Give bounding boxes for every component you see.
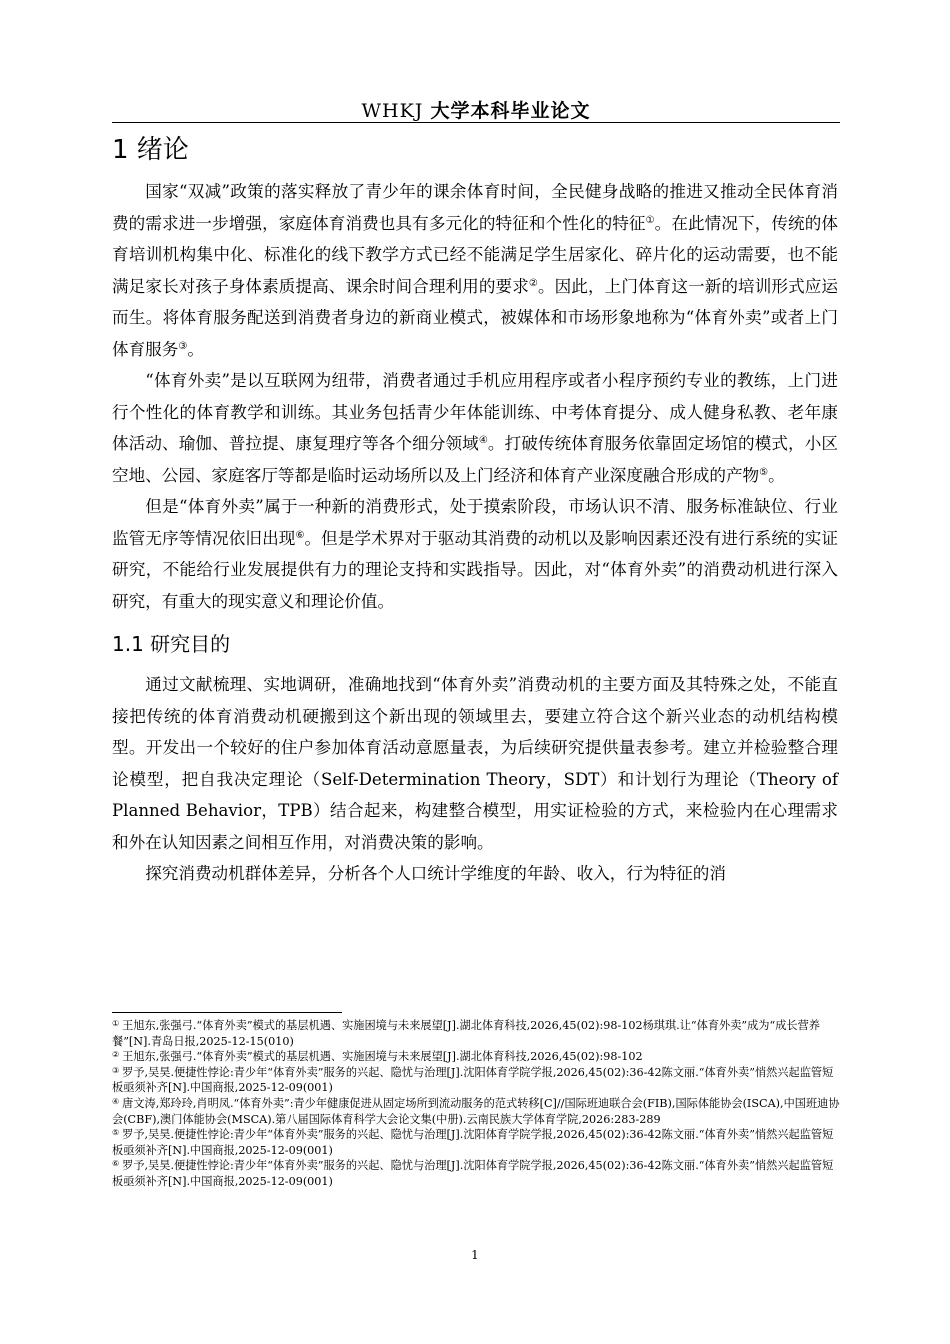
running-header [112, 96, 840, 123]
footnote [112, 1158, 842, 1189]
footnote-mark: ④ [112, 1096, 120, 1106]
footnote-text: 王旭东,张强弓.“体育外卖”模式的基层机遇、实施困境与未来展望[J].湖北体育科技,2026,45(02):98-102 [122, 1050, 643, 1064]
paragraph-text: 。打破传统体育服务依靠固定场馆的模式，小区空地、公园、家庭客厅等都是临时运动场所以及上门经济和体育产业深度融合形成的产物 [112, 434, 839, 485]
footnote-text: 唐文涛,郑玲玲,肖明凤.“体育外卖”:青少年健康促进从固定场所到流动服务的范式转移[C]//国际班迪联合会(FIB),国际体能协会(ISCA),中国班迪协会(CBF),澳门体能协会(MSCA).第八届国际体育科学大会论文集(中册).云南民族大学体育学院,2026:283-289 [112, 1096, 840, 1126]
footnote-ref[interactable]: ③ [178, 340, 188, 352]
footnote-ref[interactable]: ② [528, 277, 538, 289]
paragraph-text: “体育外卖”是以互联网为纽带，消费者通过手机应用程序或者小程序预约专业的教练，上门进行个性化的体育教学和训练。其业务包括青少年体能训练、中考体育提分、成人健身私教、老年康体活动、瑜伽、普拉提、康复理疗等各个细分领域 [112, 371, 838, 453]
paragraph-text: 。但是学术界对于驱动其消费的动机以及影响因素还没有进行系统的实证研究，不能给行业发展提供有力的理论支持和实践指导。因此，对“体育外卖”的消费动机进行深入研究，有重大的现实意义和理论价值。 [112, 528, 839, 611]
paragraph-text: 。因此，上门体育这一新的培训形式应运而生。将体育服务配送到消费者身边的新商业模式，被媒体和市场形象地称为“体育外卖”或者上门体育服务 [112, 276, 839, 359]
footnote-mark: ⑤ [112, 1128, 120, 1138]
paragraph [112, 491, 838, 617]
main-content [112, 130, 838, 890]
footnote-text: 罗予,吴昊.便捷性悖论:青少年“体育外卖”服务的兴起、隐忧与治理[J].沈阳体育学院学报,2026,45(02):36-42陈文丽.“体育外卖”悄然兴起监管短板亟须补齐[N].中国商报,2025-12-09(001) [112, 1128, 834, 1157]
paragraph: 通过文献梳理、实地调研，准确地找到“体育外卖”消费动机的主要方面及其特殊之处，不能直接把传统的体育消费动机硬搬到这个新出现的领域里去，要建立符合这个新兴业态的动机结构模型。开发出一个较好的住户参加体育活动意愿量表，为后续研究提供量表参考。建立并检验整合理论模型，把自我决定理论（Self-Determination Theory，SDT）和计划行为理论（Theory of Planned Behavior，TPB）结合起来，构建整合模型，用实证检验的方式，来检验内在心理需求和外在认知因素之间相互作用，对消费决策的影响。 [112, 675, 838, 852]
paragraph-text: 。 [768, 465, 785, 485]
paragraph-text: 。在此情况下，传统的体育培训机构集中化、标准化的线下教学方式已经不能满足学生居家化、碎片化的运动需要，也不能满足家长对孩子身体素质提高、课余时间合理利用的要求 [112, 213, 839, 296]
paragraph-text: 。 [187, 339, 204, 359]
footnote [112, 1096, 842, 1127]
header-title: 大学本科毕业论文 [430, 100, 591, 122]
footnote-ref[interactable]: ⑤ [759, 466, 769, 478]
footnote-mark: ② [112, 1050, 120, 1060]
footnote-text: 罗予,吴昊.便捷性悖论:青少年“体育外卖”服务的兴起、隐忧与治理[J].沈阳体育学院学报,2026,45(02):36-42陈文丽.“体育外卖”悄然兴起监管短板亟须补齐[N].中国商报,2025-12-09(001) [112, 1065, 834, 1095]
footnote-separator [112, 1012, 342, 1013]
paragraph [112, 176, 838, 365]
footnote-ref[interactable]: ⑥ [295, 529, 305, 541]
footnote [112, 1049, 842, 1065]
paragraph-text: 但是“体育外卖”属于一种新的消费形式，处于摸索阶段，市场认识不清、服务标准缺位、行业监管无序等情况依旧出现 [112, 497, 838, 548]
page-number: 1 [471, 1248, 479, 1262]
footnote-text: 王旭东,张强弓.“体育外卖”模式的基层机遇、实施困境与未来展望[J].湖北体育科技,2026,45(02):98-102杨琪琪.让“体育外卖”成为“成长营养餐”[N].青岛日报,2025-12-15(010) [112, 1019, 820, 1048]
chapter-heading: 1 绪论 [112, 135, 189, 165]
footnote-ref[interactable]: ① [645, 214, 655, 226]
footnote-mark: ③ [112, 1065, 120, 1075]
footnote [112, 1018, 842, 1049]
footnote-text: 罗予,吴昊.便捷性悖论:青少年“体育外卖”服务的兴起、隐忧与治理[J].沈阳体育学院学报,2026,45(02):36-42陈文丽.“体育外卖”悄然兴起监管短板亟须补齐[N].中国商报,2025-12-09(001) [112, 1159, 834, 1188]
footnote-mark: ⑥ [112, 1159, 120, 1169]
paragraph [112, 365, 838, 491]
section-heading: 1.1 研究目的 [112, 632, 231, 656]
header-prefix: WHKJ [361, 100, 424, 122]
footnote-mark: ① [112, 1019, 120, 1028]
paragraph-text: 国家“双减”政策的落实释放了青少年的课余体育时间，全民健身战略的推进又推动全民体育消费的需求进一步增强，家庭体育消费也具有多元化的特征和个性化的特征 [112, 182, 838, 233]
paragraph: 探究消费动机群体差异，分析各个人口统计学维度的年龄、收入，行为特征的消 [145, 864, 726, 883]
footnotes [112, 1018, 842, 1190]
footnote-ref[interactable]: ④ [478, 435, 488, 446]
footnote [112, 1065, 842, 1096]
footnote [112, 1127, 842, 1158]
